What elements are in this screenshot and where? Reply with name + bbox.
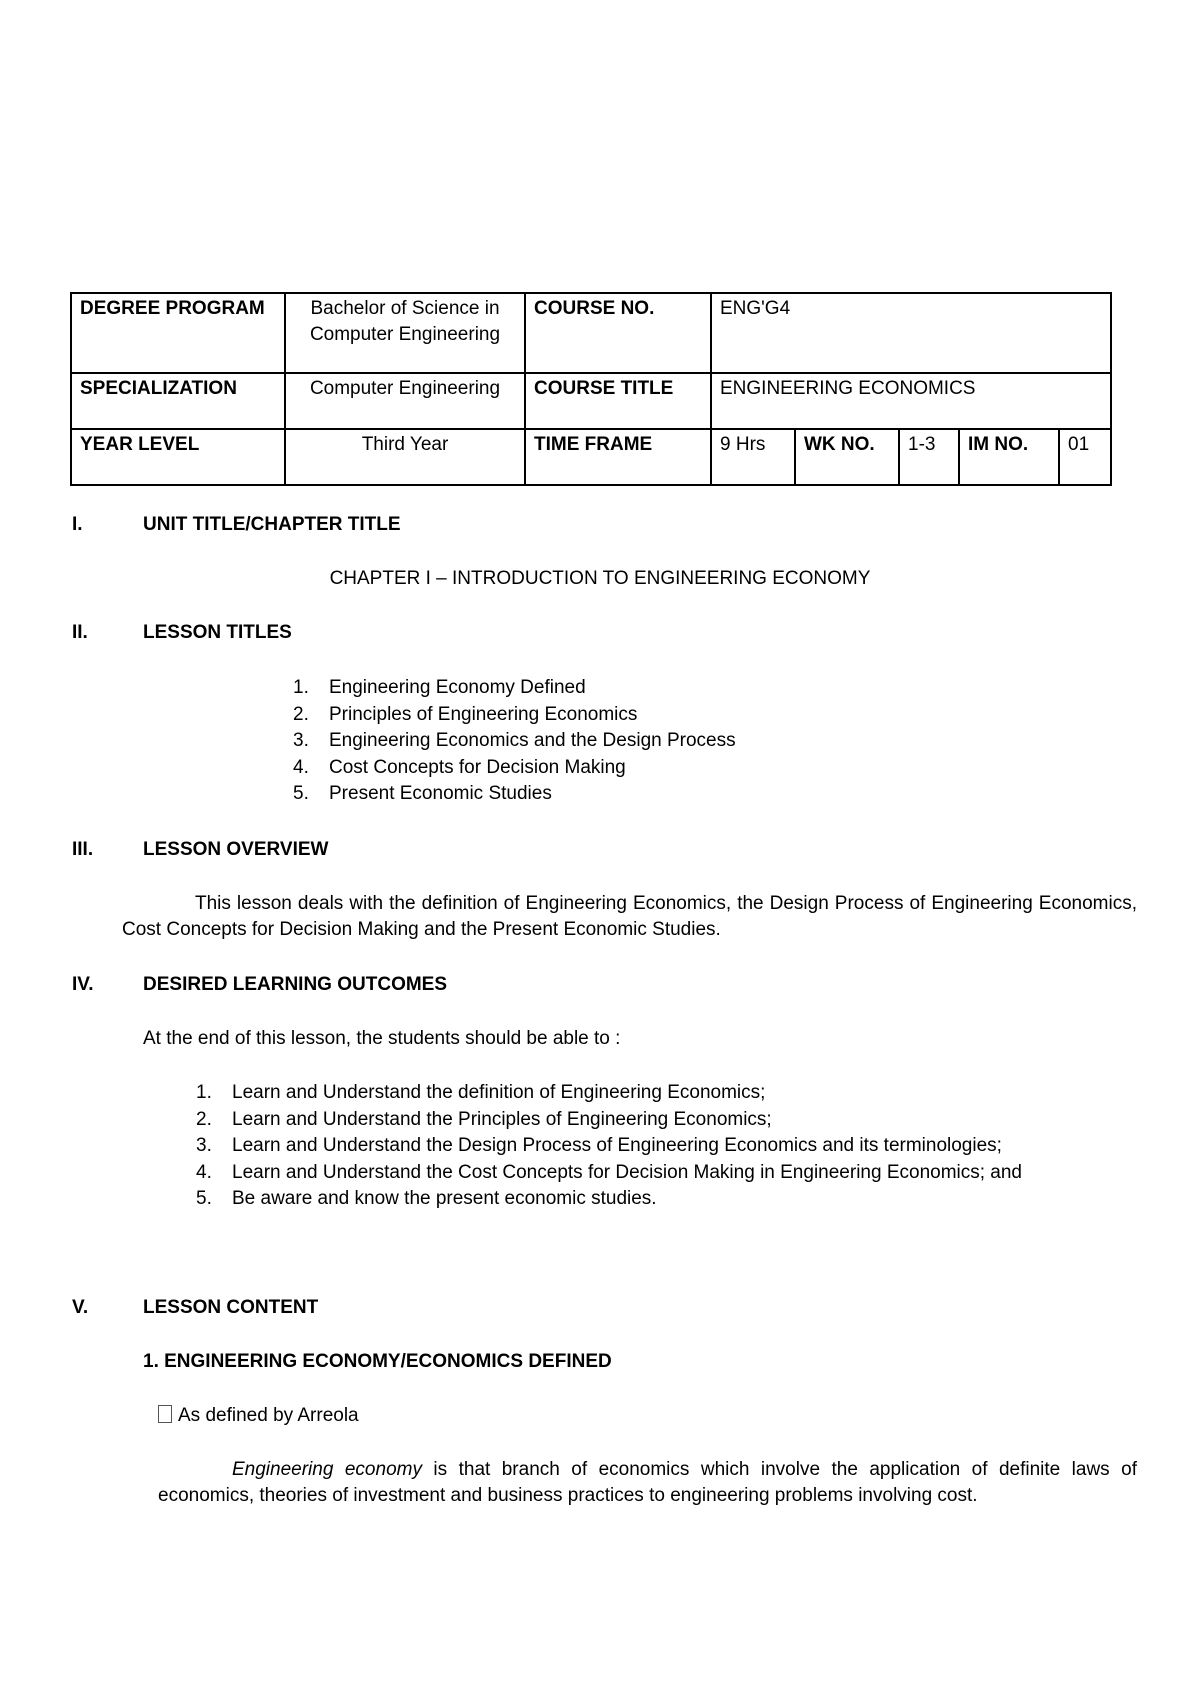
course-no-label: COURSE NO. [525, 293, 711, 373]
list-item [196, 1080, 1137, 1107]
list-item [196, 1107, 1137, 1134]
list-item [293, 675, 1029, 702]
degree-program-label: DEGREE PROGRAM [71, 293, 285, 373]
list-item-number: 2. [293, 703, 309, 725]
section-4-number: IV. [72, 974, 94, 995]
list-item [196, 1133, 1137, 1160]
list-item-number: 1. [293, 677, 309, 698]
definition-text: is that branch of economics which involve the application of definite laws of economics, theories of investment and business practices to engineering problems involving cost. [158, 1459, 1137, 1506]
lesson-overview-text: This lesson deals with the definition of Engineering Economics, the Design Process of Engineering Economics, Cost Concepts for Decision Making and the Present Economic Studies. [122, 893, 1137, 940]
list-item-number: 4. [293, 756, 309, 778]
list-item-text: Be aware and know the present economic studies. [232, 1188, 657, 1209]
list-item [293, 755, 1029, 782]
list-item-text: Present Economic Studies [329, 783, 552, 804]
year-level-label: YEAR LEVEL [71, 429, 285, 485]
course-no-value: ENG'G4 [711, 293, 1111, 373]
outcomes-list [196, 1080, 1137, 1213]
im-no-value: 01 [1059, 429, 1111, 485]
list-item-number: 4. [196, 1161, 212, 1183]
list-item-text: Learn and Understand the Design Process of Engineering Economics and its terminologies; [232, 1135, 1002, 1156]
list-item-number: 2. [196, 1108, 212, 1130]
course-title-label: COURSE TITLE [525, 373, 711, 429]
section-2-number: II. [72, 622, 88, 643]
section-5-number: V. [72, 1297, 89, 1318]
list-item-text: Cost Concepts for Decision Making [329, 756, 626, 778]
list-item [293, 781, 1029, 808]
list-item-number: 5. [196, 1188, 212, 1209]
section-1-title: UNIT TITLE/CHAPTER TITLE [143, 514, 401, 535]
lesson-titles-list [293, 675, 1029, 808]
course-info-table [70, 292, 1112, 486]
definition-paragraph [158, 1457, 1137, 1509]
year-level-value: Third Year [285, 429, 525, 485]
outcomes-intro: At the end of this lesson, the students should be able to : [143, 1028, 621, 1049]
section-3-number: III. [72, 839, 94, 860]
wk-no-label: WK NO. [795, 429, 899, 485]
section-5-title: LESSON CONTENT [143, 1297, 319, 1318]
course-title-value: ENGINEERING ECONOMICS [711, 373, 1111, 429]
bullet-icon [158, 1405, 172, 1423]
im-no-label: IM NO. [959, 429, 1059, 485]
list-item [293, 702, 1029, 729]
list-item-text: Engineering Economy Defined [329, 677, 586, 698]
wk-no-value: 1-3 [899, 429, 959, 485]
section-1-number: I. [72, 514, 83, 535]
bullet-text: As defined by Arreola [178, 1405, 359, 1426]
specialization-label: SPECIALIZATION [71, 373, 285, 429]
definition-term: Engineering economy [232, 1459, 422, 1480]
chapter-title: CHAPTER I – INTRODUCTION TO ENGINEERING ECONOMY [329, 568, 871, 589]
list-item [196, 1160, 1137, 1187]
specialization-value: Computer Engineering [285, 373, 525, 429]
bullet-line [158, 1403, 359, 1429]
section-3-title: LESSON OVERVIEW [143, 839, 329, 860]
degree-program-value: Bachelor of Science in Computer Engineering [285, 293, 525, 373]
list-item-text: Learn and Understand the Cost Concepts for Decision Making in Engineering Economics; and [232, 1161, 1023, 1183]
list-item-text: Engineering Economics and the Design Process [329, 730, 736, 751]
list-item-number: 3. [293, 730, 309, 751]
list-item [196, 1186, 1137, 1213]
list-item-text: Learn and Understand the Principles of Engineering Economics; [232, 1108, 772, 1130]
list-item-text: Principles of Engineering Economics [329, 703, 638, 725]
content-subheading: 1. ENGINEERING ECONOMY/ECONOMICS DEFINED [143, 1351, 612, 1372]
section-4-title: DESIRED LEARNING OUTCOMES [143, 974, 448, 995]
list-item-number: 1. [196, 1082, 212, 1103]
time-frame-label: TIME FRAME [525, 429, 711, 485]
time-frame-value: 9 Hrs [711, 429, 795, 485]
list-item-number: 5. [293, 783, 309, 804]
list-item-text: Learn and Understand the definition of Engineering Economics; [232, 1082, 766, 1103]
list-item [293, 728, 1029, 755]
list-item-number: 3. [196, 1135, 212, 1156]
section-2-title: LESSON TITLES [143, 622, 292, 643]
